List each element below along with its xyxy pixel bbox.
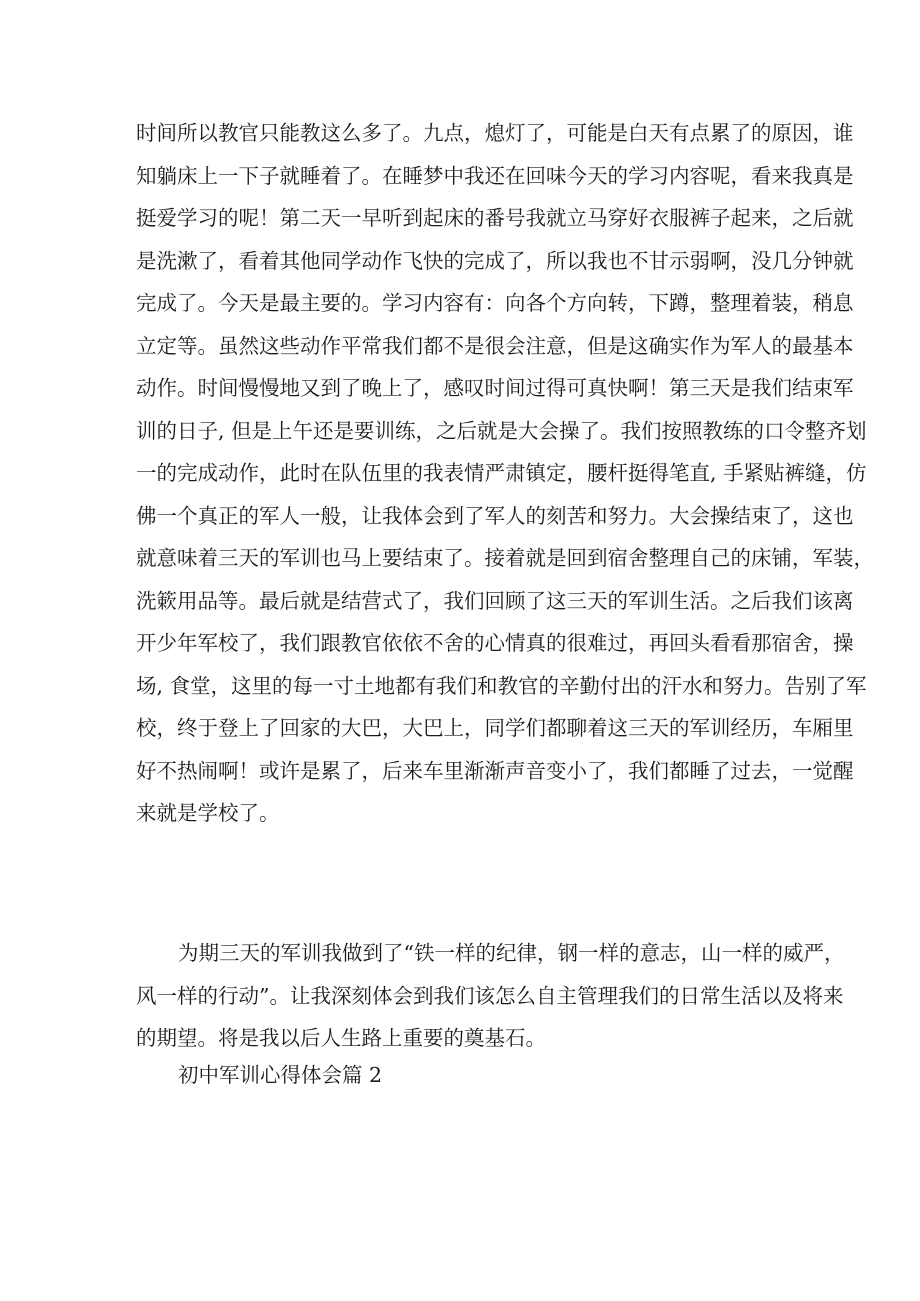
- paragraph-line: 立定等。虽然这些动作平常我们都不是很会注意，但是这确实作为军人的最基本: [136, 333, 854, 358]
- section-heading: 初中军训心得体会篇 2: [178, 1063, 383, 1087]
- paragraph-line: 场, 食堂，这里的每一寸土地都有我们和教官的辛勤付出的汗水和努力。告别了军: [136, 673, 867, 698]
- paragraph-line: 为期三天的军训我做到了“铁一样的纪律，钢一样的意志，山一样的威严，: [178, 941, 845, 965]
- paragraph-line: 开少年军校了，我们跟教官依依不舍的心情真的很难过，再回头看看那宿舍，操: [136, 631, 854, 655]
- paragraph-line: 就意味着三天的军训也马上要结束了。接着就是回到宿舍整理自己的床铺，军装，: [136, 546, 874, 570]
- paragraph-line: 是洗漱了，看着其他同学动作飞快的完成了，所以我也不甘示弱啊，没几分钟就: [136, 248, 854, 273]
- paragraph-line: 好不热闹啊！或许是累了，后来车里渐渐声音变小了，我们都睡了过去，一觉醒: [136, 758, 854, 783]
- paragraph-2: [136, 932, 845, 1060]
- paragraph-line: 佛一个真正的军人一般，让我体会到了军人的刻苦和努力。大会操结束了，这也: [136, 503, 854, 528]
- paragraph-line: 的期望。将是我以后人生路上重要的奠基石。: [136, 1026, 546, 1050]
- paragraph-1: [136, 112, 874, 835]
- paragraph-line: 来就是学校了。: [136, 801, 280, 825]
- paragraph-line: 时间所以教官只能教这么多了。九点，熄灯了，可能是白天有点累了的原因，谁: [136, 121, 854, 145]
- paragraph-line: 知躺床上一下子就睡着了。在睡梦中我还在回味今天的学习内容呢，看来我真是: [136, 163, 854, 188]
- paragraph-line: 风一样的行动”。让我深刻体会到我们该怎么自主管理我们的日常生活以及将来: [136, 983, 844, 1008]
- paragraph-line: 挺爱学习的呢！第二天一早听到起床的番号我就立马穿好衣服裤子起来，之后就: [136, 206, 854, 230]
- paragraph-line: 一的完成动作，此时在队伍里的我表情严肃镇定，腰杆挺得笔直, 手紧贴裤缝，仿: [136, 461, 867, 485]
- paragraph-line: 动作。时间慢慢地又到了晚上了，感叹时间过得可真快啊！第三天是我们结束军: [136, 376, 854, 400]
- paragraph-line: 完成了。今天是最主要的。学习内容有：向各个方向转，下蹲，整理着装，稍息: [136, 291, 854, 315]
- paragraph-line: 校，终于登上了回家的大巴，大巴上，同学们都聊着这三天的军训经历，车厢里: [136, 716, 854, 740]
- paragraph-line: 训的日子, 但是上午还是要训练，之后就是大会操了。我们按照教练的口令整齐划: [136, 418, 867, 443]
- paragraph-line: 洗簌用品等。最后就是结营式了，我们回顾了这三天的军训生活。之后我们该离: [136, 588, 854, 613]
